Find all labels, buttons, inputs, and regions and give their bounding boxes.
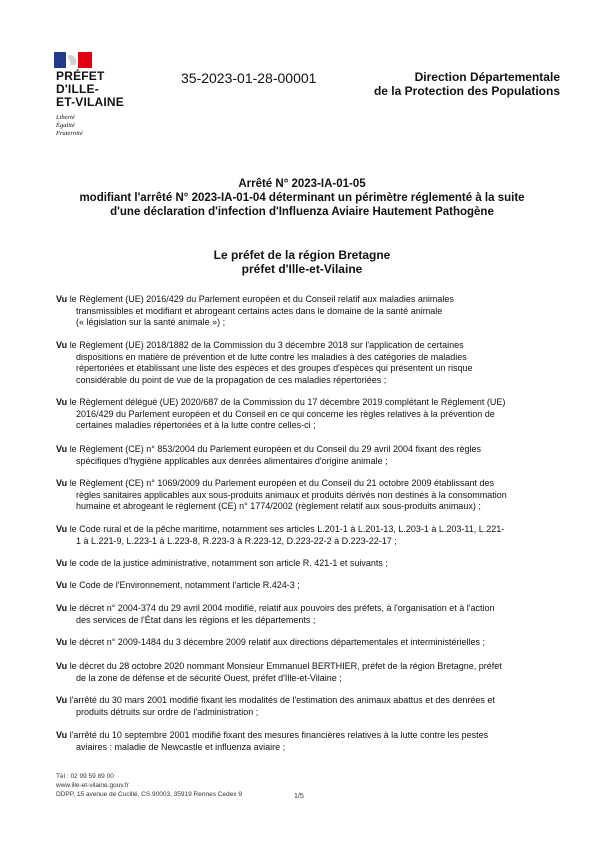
clause-text: transmissibles et modifiant et abrogeant certains actes dans le domaine de la santé animale: [76, 305, 443, 316]
clause-3: [56, 397, 558, 432]
clause-text: dispositions en matière de prévention et de lutte contre les maladies à des catégories de maladies: [76, 351, 467, 362]
clause-text: le Règlement (CE) n° 1069/2009 du Parlement européen et du Conseil du 21 octobre 2009 établissant des: [69, 478, 495, 488]
clause-7: [56, 558, 558, 570]
vu-label: Vu: [56, 661, 68, 671]
vu-label: Vu: [56, 340, 68, 350]
direction-line-2: de la Protection des Populations: [373, 84, 560, 98]
clause-10: [56, 637, 558, 649]
clause-2: [56, 340, 558, 386]
clause-text: l'arrêté du 10 septembre 2001 modifié fixant des mesures financières relatives à la lutte contre les pestes: [69, 730, 489, 740]
prefect-line-2: préfet d'Ille-et-Vilaine: [241, 262, 363, 276]
clause-text: le Règlement (UE) 2016/429 du Parlement européen et du Conseil relatif aux maladies animales: [69, 294, 454, 304]
clause-13: [56, 730, 558, 753]
clause-text: le Règlement (CE) n° 853/2004 du Parlement européen et du Conseil du 29 avril 2004 fixant des règles: [69, 444, 482, 454]
clause-text: aviaires : maladie de Newcastle et influenza aviaire ;: [76, 741, 286, 752]
clause-text: considérable du point de vue de la propagation de ces maladies répertoriées ;: [76, 374, 387, 385]
vu-label: Vu: [56, 397, 68, 407]
logo-text-line-3: ET-VILAINE: [56, 95, 125, 109]
motto-liberte: Liberté: [56, 114, 75, 121]
arrete-title: Arrêté N° 2023-IA-01-05: [238, 178, 366, 190]
clause-text: 1 à L.221-9, L.223-1 à L.223-8, R.223-3 à R.223-12, D.223-22-2 à D.223-22-17 ;: [76, 535, 397, 546]
clause-6: [56, 524, 558, 547]
marianne-logo-icon: [54, 52, 92, 68]
clause-text: spécifiques d'hygiène applicables aux denrées alimentaires d'origine animale ;: [76, 455, 388, 466]
clause-11: [56, 661, 558, 684]
clause-9: [56, 603, 558, 626]
footer-phone: Tél : 02 99 59 89 00: [56, 773, 114, 780]
clause-text: le décret n° 2004-374 du 29 avril 2004 modifié, relatif aux pouvoirs des préfets, à l'organisation et à l'action: [69, 603, 495, 613]
vu-label: Vu: [56, 524, 68, 534]
clause-text: le décret du 28 octobre 2020 nommant Monsieur Emmanuel BERTHIER, préfet de la région Bretagne, préfet: [69, 661, 502, 671]
logo-text-line-1: PRÉFET: [56, 69, 105, 83]
clause-text: règles sanitaires applicables aux sous-produits animaux et produits dérivés non destinés à la consommation: [76, 489, 507, 500]
clause-5: [56, 478, 558, 513]
clause-1: [56, 294, 558, 329]
motto-fraternite: Fraternité: [56, 130, 83, 137]
clause-text: (« législation sur la santé animale ») ;: [76, 317, 226, 327]
vu-label: Vu: [56, 558, 68, 568]
clause-text: répertoriées et établissant une liste des espèces et des groupes d'espèces qui présentent un risque: [76, 363, 473, 373]
vu-label: Vu: [56, 478, 68, 488]
clause-text: humaine et abrogeant le règlement (CE) n° 1774/2002 (règlement relatif aux sous-produits animaux) ;: [76, 501, 481, 511]
clause-text: le Règlement délégué (UE) 2020/687 de la Commission du 17 décembre 2019 complétant le Règlement (UE): [69, 397, 506, 407]
document-reference: 35-2023-01-28-00001: [181, 70, 317, 86]
clause-12: [56, 695, 558, 718]
clause-text: le Règlement (UE) 2018/1882 de la Commission du 3 décembre 2018 sur l'application de certaines: [69, 340, 464, 350]
vu-label: Vu: [56, 637, 68, 647]
vu-label: Vu: [56, 695, 68, 705]
clause-text: 2016/429 du Parlement européen et du Conseil en ce qui concerne les règles relatives à la prévention de: [76, 408, 495, 419]
direction-name: [360, 70, 560, 98]
vu-label: Vu: [56, 603, 68, 613]
clause-text: le décret n° 2009-1484 du 3 décembre 2009 relatif aux directions départementales et interministérielles ;: [69, 637, 486, 647]
clause-text: des services de l'État dans les régions et les départements ;: [76, 614, 316, 625]
clause-text: le Code rural et de la pêche maritime, notamment ses articles L.201-1 à L.201-13, L.203-1 à L.203-11, L.221-: [69, 524, 505, 534]
vu-label: Vu: [56, 580, 68, 590]
clause-8: [56, 580, 558, 592]
vu-label: Vu: [56, 294, 68, 304]
clause-4: [56, 444, 558, 467]
clause-text: l'arrêté du 30 mars 2001 modifié fixant les modalités de l'estimation des animaux abattus et des denrées et: [69, 695, 495, 705]
arrete-subtitle-1: modifiant l'arrêté N° 2023-IA-01-04 déterminant un périmètre réglementé à la suite: [79, 192, 525, 204]
arrete-subtitle-2: d'une déclaration d'infection d'Influenza Aviaire Hautement Pathogène: [110, 206, 494, 218]
clause-text: le Code de l'Environnement, notamment l'article R.424-3 ;: [69, 580, 300, 590]
logo-text-line-2: D'ILLE-: [56, 82, 99, 96]
prefect-line-1: Le préfet de la région Bretagne: [213, 248, 391, 262]
clause-text: produits détruits sur ordre de l'administration ;: [76, 706, 259, 717]
clause-text: certaines maladies répertoriées et à la lutte contre celles-ci ;: [76, 420, 316, 430]
footer-website[interactable]: www.ille-et-vilaine.gouv.fr: [56, 782, 129, 789]
clause-text: de la zone de défense et de sécurité Ouest, préfet d'Ille-et-Vilaine ;: [76, 672, 342, 683]
motto-egalite: Égalité: [56, 122, 75, 129]
footer-address: DDPP, 15 avenue de Cucillé, CS 90003, 35919 Rennes Cedex 9: [56, 791, 242, 798]
page-number: 1/5: [294, 793, 304, 800]
clause-text: le code de la justice administrative, notamment son article R. 421-1 et suivants ;: [69, 558, 388, 568]
vu-label: Vu: [56, 444, 68, 454]
vu-label: Vu: [56, 730, 68, 740]
direction-line-1: Direction Départementale: [414, 70, 560, 84]
